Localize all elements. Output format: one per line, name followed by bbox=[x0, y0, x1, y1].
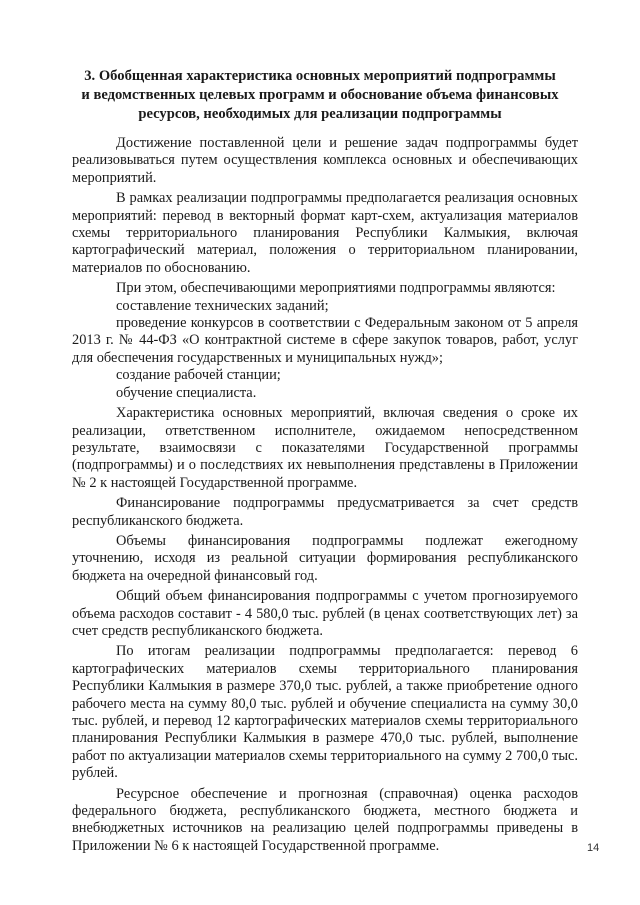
paragraph-resource-support: Ресурсное обеспечение и прогнозная (справочная) оценка расходов федерального бюджета, республиканского бюджета, местного бюджета и внебюджетных источников на реализацию целей подпрограммы приведены в Приложении № 6 к настоящей Государственной программе. bbox=[72, 785, 578, 854]
section-heading: 3. Обобщенная характеристика основных мероприятий подпрограммы и ведомственных целевых программ и обоснование объема финансовых ресурсов, необходимых для реализации подпрограммы bbox=[81, 68, 559, 122]
paragraph-goal-achievement: Достижение поставленной цели и решение задач подпрограммы будет реализовываться путем осуществления комплекса основных и обеспечивающих мероприятий. bbox=[72, 135, 578, 186]
paragraph-activities-characteristics: Характеристика основных мероприятий, включая сведения о сроке их реализации, ответственном исполнителе, ожидаемом непосредственном результате, взаимосвязи с показателями Государственной программы (подпрограммы) и о последствиях их невыполнения представлены в Приложении № 2 к настоящей Государственной программе. bbox=[72, 405, 578, 491]
list-item-tenders: проведение конкурсов в соответствии с Федеральным законом от 5 апреля 2013 г. № 44-ФЗ «О контрактной системе в сфере закупок товаров, работ, услуг для обеспечения государственных и муниципальных нужд»; bbox=[72, 315, 578, 366]
list-item-technical-tasks: составление технических заданий; bbox=[116, 297, 329, 314]
page-number: 14 bbox=[587, 842, 600, 854]
paragraph-expected-results: По итогам реализации подпрограммы предполагается: перевод 6 картографических материалов схемы территориального планирования Республики Калмыкия в размере 370,0 тыс. рублей, а также приобретение одного рабочего места на сумму 80,0 тыс. рублей и обучение специалиста на сумму 30,0 тыс. рублей, и перевод 12 картографических материалов схемы территориального планирования Республики Калмыкия в размере 470,0 тыс. рублей, выполнение работ по актуализации материалов схемы территориального на сумму 2 700,0 тыс. рублей. bbox=[72, 643, 578, 782]
list-item-workstation: создание рабочей станции; bbox=[116, 367, 281, 384]
paragraph-financing-source: Финансирование подпрограммы предусматривается за счет средств республиканского бюджета. bbox=[72, 495, 578, 529]
body-text bbox=[72, 135, 578, 855]
paragraph-financing-adjustment: Объемы финансирования подпрограммы подлежат ежегодному уточнению, исходя из реальной ситуации формирования республиканского бюджета на очередной финансовый год. bbox=[72, 532, 578, 584]
paragraph-main-activities: В рамках реализации подпрограммы предполагается реализация основных мероприятий: перевод в векторный формат карт-схем, актуализация материалов схемы территориального планирования Республики Калмыкия, включая картографический материал, положения о территориальном планировании, материалов по обоснованию. bbox=[72, 190, 578, 276]
paragraph-total-financing: Общий объем финансирования подпрограммы с учетом прогнозируемого объема расходов составит - 4 580,0 тыс. рублей (в ценах соответствующих лет) за счет средств республиканского бюджета. bbox=[72, 588, 578, 639]
list-item-training: обучение специалиста. bbox=[116, 384, 257, 401]
paragraph-supporting-activities-intro: При этом, обеспечивающими мероприятиями подпрограммы являются: bbox=[116, 280, 556, 297]
